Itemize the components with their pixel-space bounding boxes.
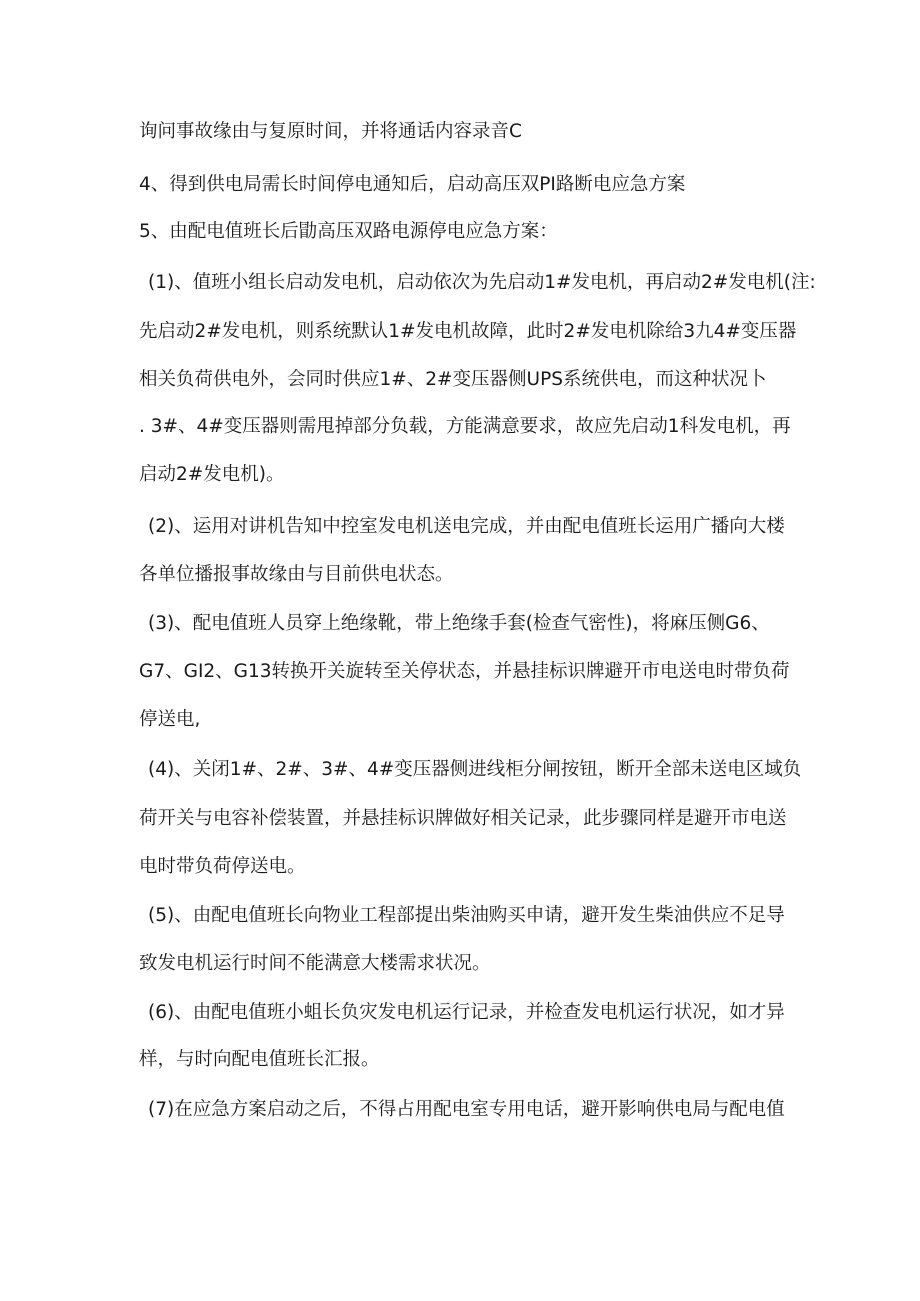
text-line: 询问事故缘由与复原时间，并将通话内容录音C <box>139 121 522 142</box>
text-line: (2)、运用对讲机告知中控室发电机送电完成，并由配电值班长运用广播向大楼 <box>148 516 785 537</box>
text-line: 先启动2#发电机，则系统默认1#发电机故障，此时2#发电机除给3九4#变压器 <box>139 321 797 342</box>
text-line: (4)、关闭1#、2#、3#、4#变压器侧进线柜分闸按钮，断开全部未送电区域负 <box>148 759 802 780</box>
text-line: . 3#、4#变压器则需甩掉部分负载，方能满意要求，故应先启动1科发电机，再 <box>139 416 791 437</box>
text-line: 致发电机运行时间不能满意大楼需求状况。 <box>139 953 491 974</box>
text-line: (5)、由配电值班长向物业工程部提出柴油购买申请，避开发生柴油供应不足导 <box>148 905 785 926</box>
text-line: 电时带负荷停送电。 <box>139 856 306 877</box>
text-line: 样，与时向配电值班长汇报。 <box>139 1049 380 1070</box>
text-line: 4、得到供电局需长时间停电通知后，启动高压双PI路断电应急方案 <box>139 174 686 195</box>
text-line: G7、GI2、G13转换开关旋转至关停状态，并悬挂标识牌避开市电送电时带负荷 <box>139 661 790 682</box>
text-line: (7)在应急方案启动之后，不得占用配电室专用电话，避开影响供电局与配电值 <box>148 1099 785 1120</box>
text-line: 相关负荷供电外，会同时供应1#、2#变压器侧UPS系统供电，而这种状况卜 <box>139 369 767 390</box>
text-line: (6)、由配电值班小蛆长负灾发电机运行记录，并检查发电机运行状况，如才异 <box>148 1002 785 1023</box>
text-line: 荷开关与电容补偿装置，并悬挂标识牌做好相关记录，此步骤同样是避开市电送 <box>139 808 787 829</box>
text-line: 启动2#发电机)。 <box>139 464 285 485</box>
text-line: 5、由配电值班长后勖高压双路电源停电应急方案： <box>139 221 558 242</box>
text-line: (3)、配电值班人员穿上绝缘靴，带上绝缘手套(检查气密性)，将麻压侧G6、 <box>148 613 770 634</box>
text-line: 各单位播报事故缘由与目前供电状态。 <box>139 564 454 585</box>
text-line: 停送电, <box>139 709 201 730</box>
text-line: (1)、值班小组长启动发电机，启动依次为先启动1#发电机，再启动2#发电机(注: <box>148 272 816 293</box>
